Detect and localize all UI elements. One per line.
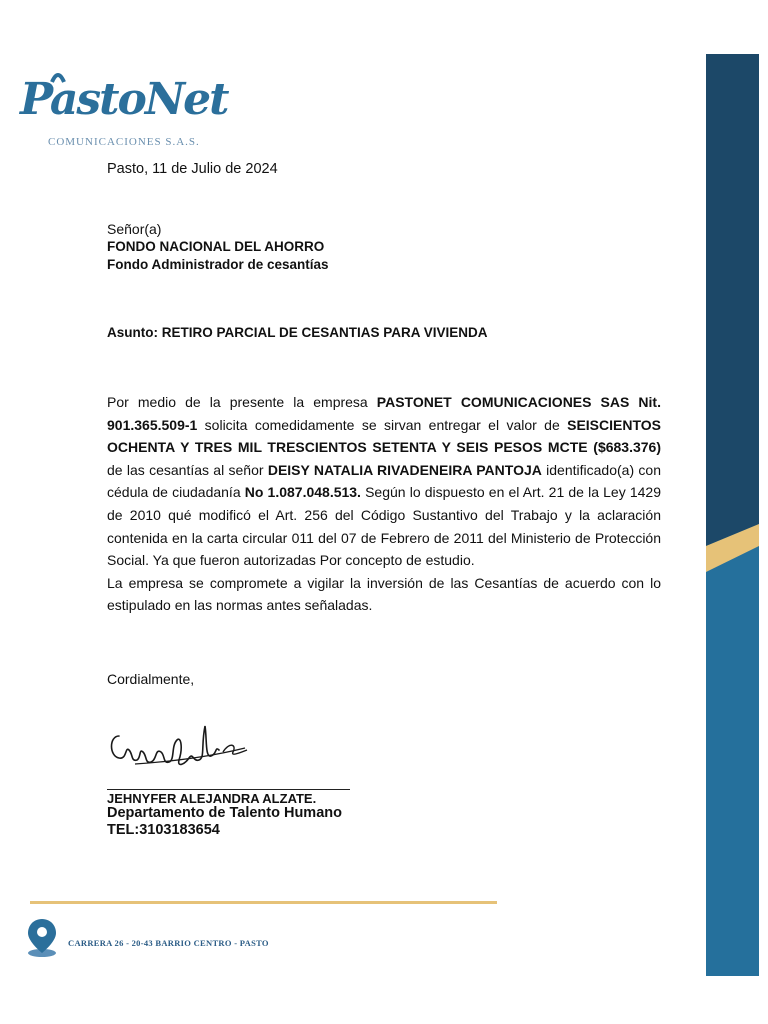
- company-logo: [20, 70, 228, 150]
- id-number: No 1.087.048.513.: [244, 484, 361, 501]
- letter-date: Pasto, 11 de Julio de 2024: [107, 161, 278, 177]
- logo-subtitle: COMUNICACIONES S.A.S.: [48, 136, 200, 148]
- footer-divider: [30, 901, 497, 904]
- signer-name: JEHNYFER ALEJANDRA ALZATE.: [107, 791, 317, 806]
- logo-wordmark: PastoNet: [20, 74, 228, 125]
- body-paragraph-1: [107, 391, 661, 572]
- body-text: de las cesantías al señor: [107, 461, 268, 478]
- body-text: solicita comedidamente se sirvan entregar el valor de: [197, 416, 568, 433]
- salutation: Señor(a): [107, 221, 162, 237]
- body-text: Según lo dispuesto en el Art. 21 de la Ley 1429 de 2010 qué modificó el Art. 256 del Código Sustantivo del Trabajo y la aclaración contenida en la carta circular 011 del 07 de Febrero de 2011 del Ministerio de Protección Social. Ya que fueron autorizadas Por concepto de estudio.: [107, 484, 661, 569]
- handwritten-signature: [105, 718, 255, 778]
- body-text: identificado(a) con cédula de ciudadanía: [107, 461, 661, 501]
- body-text: Por medio de la presente la empresa: [107, 394, 377, 410]
- employee-name: DEISY NATALIA RIVADENEIRA PANTOJA: [267, 461, 542, 478]
- side-decoration-bar: [706, 54, 759, 976]
- location-pin-icon: [24, 917, 64, 959]
- signer-phone: TEL:3103183654: [107, 822, 220, 838]
- body-paragraph-2: La empresa se compromete a vigilar la inversión de las Cesantías de acuerdo con lo estipulado en las normas antes señaladas.: [107, 574, 661, 614]
- amount-text: SEISCIENTOS OCHENTA Y TRES MIL TRESCIENTOS SETENTA Y SEIS PESOS MCTE ($683.376): [107, 416, 661, 456]
- recipient-subtitle: Fondo Administrador de cesantías: [107, 257, 329, 272]
- signer-department: Departamento de Talento Humano: [107, 805, 342, 821]
- company-name-nit: PASTONET COMUNICACIONES SAS Nit. 901.365.509-1: [107, 394, 661, 433]
- letter-subject: Asunto: RETIRO PARCIAL DE CESANTIAS PARA VIVIENDA: [107, 325, 488, 340]
- signature-line: [107, 789, 350, 790]
- closing: Cordialmente,: [107, 671, 195, 687]
- letter-body: [107, 391, 661, 617]
- recipient-name: FONDO NACIONAL DEL AHORRO: [107, 239, 325, 254]
- footer-address: CARRERA 26 - 20-43 BARRIO CENTRO - PASTO: [68, 938, 269, 948]
